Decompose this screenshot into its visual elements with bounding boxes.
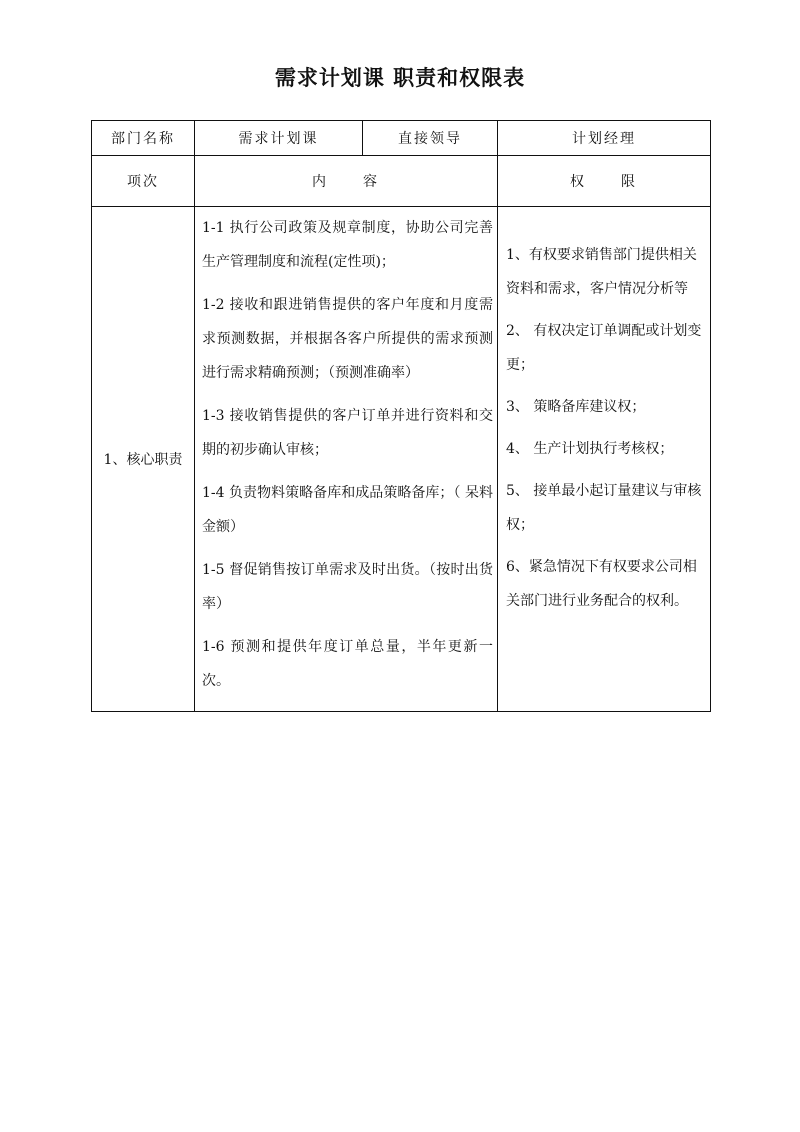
content-item: 1-5 督促销售按订单需求及时出货。（按时出货率） [202,562,493,612]
dept-name-value-cell [195,121,363,156]
content-item: 1-1 执行公司政策及规章制度，协助公司完善生产管理制度和流程(定性项)； [202,220,493,270]
authority-item: 3、 策略备库建议权； [506,399,646,415]
item-core-duties: 1、核心职责 [103,452,183,468]
item-header-cell [92,156,195,207]
content-item: 1-6 预测和提供年度订单总量，半年更新一次。 [202,639,493,689]
authority-item: 2、 有权决定订单调配或计划变更； [506,323,702,373]
table-row [92,207,711,712]
direct-leader-value-cell [498,121,711,156]
item-cell [92,207,195,712]
authority-item: 1、有权要求销售部门提供相关资料和需求，客户情况分析等 [506,247,697,297]
direct-leader-label: 直接领导 [398,131,462,147]
authority-header: 权 限 [570,174,638,190]
authority-item: 6、紧急情况下有权要求公司相关部门进行业务配合的权利。 [506,559,697,609]
table-row [92,121,711,156]
content-cell [195,207,498,712]
direct-leader-label-cell [363,121,498,156]
authority-cell [498,207,711,712]
authority-item: 5、 接单最小起订量建议与审核权； [506,483,702,533]
item-header: 项次 [127,174,159,190]
authority-header-cell [498,156,711,207]
dept-name-label: 部门名称 [111,131,175,147]
dept-name-value: 需求计划课 [238,131,319,147]
content-header: 内 容 [312,174,380,190]
content-item: 1-2 接收和跟进销售提供的客户年度和月度需求预测数据，并根据各客户所提供的需求预测进行需求精确预测；（预测准确率） [202,297,493,381]
authority-item: 4、 生产计划执行考核权； [506,441,674,457]
authority-list [498,207,710,618]
content-list [195,207,497,698]
duty-table [91,120,711,712]
direct-leader-value: 计划经理 [572,131,636,147]
page-title: 需求计划课 职责和权限表 [274,65,526,90]
content-header-cell [195,156,498,207]
dept-name-label-cell [92,121,195,156]
content-item: 1-3 接收销售提供的客户订单并进行资料和交期的初步确认审核； [202,408,493,458]
table-row [92,156,711,207]
content-item: 1-4 负责物料策略备库和成品策略备库；（ 呆料金额） [202,485,493,535]
